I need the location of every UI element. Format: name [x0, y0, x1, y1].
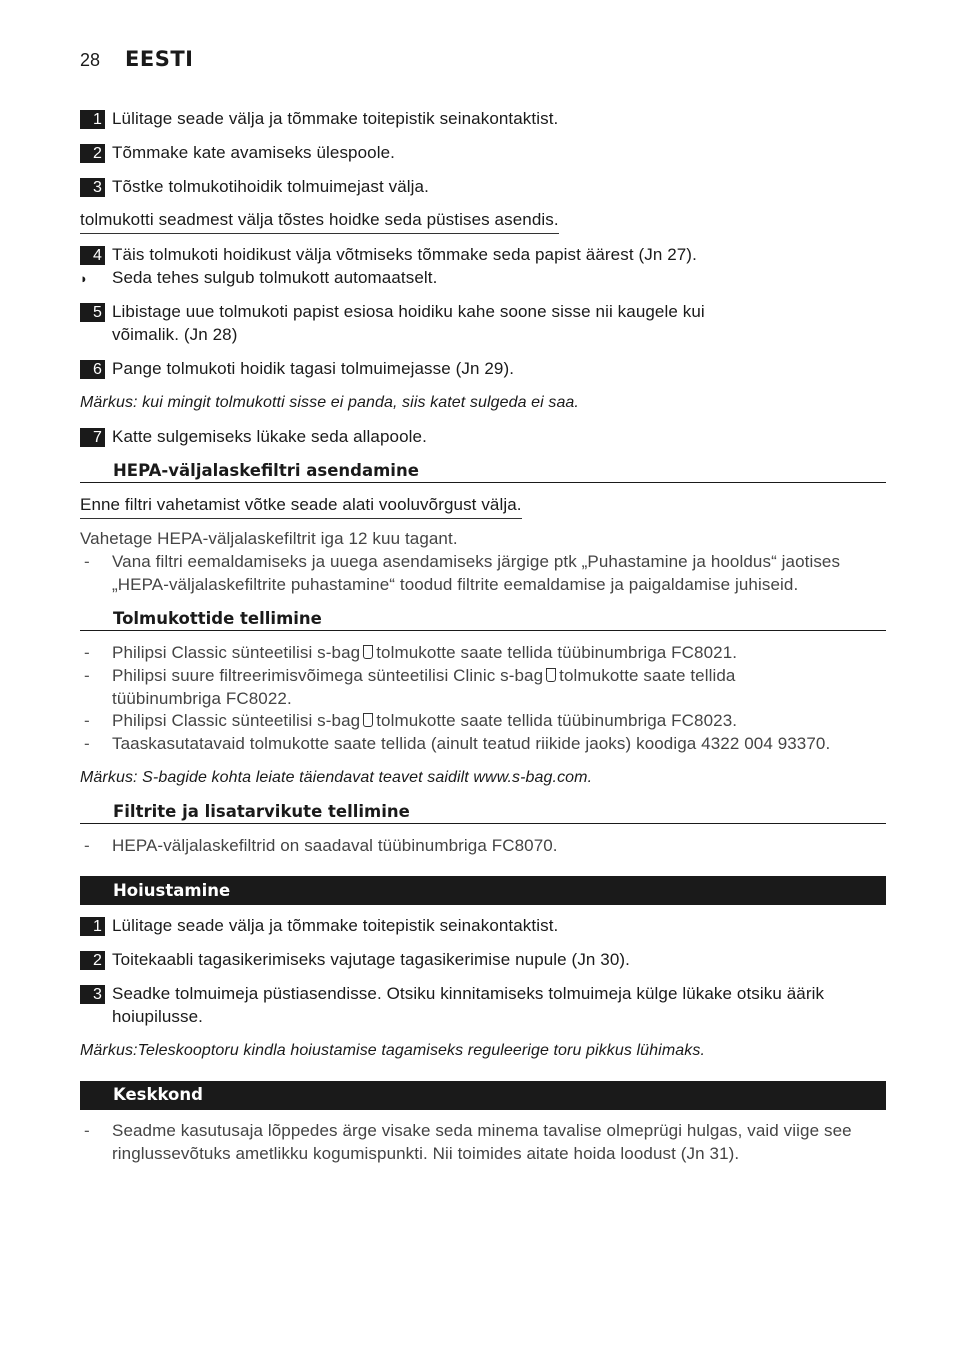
step-text: Toitekaabli tagasikerimiseks vajutage tagasikerimise nupule (Jn 30). [112, 950, 630, 969]
list-item-text: tüübinumbriga FC8022. [112, 689, 292, 708]
dash-bullet: - [84, 552, 90, 571]
bags-item-2 [0, 665, 954, 709]
dash-bullet: - [84, 711, 90, 730]
step-text: Lülitage seade välja ja tõmmake toitepistik seinakontaktist. [112, 109, 559, 128]
list-item-text: Philipsi Classic sünteetilisi s-bag [112, 643, 361, 662]
section-language-title: EESTI [125, 47, 194, 71]
step-text-line1: Seadke tolmuimeja püstiasendisse. Otsiku kinnitamiseks tolmuimeja külge lükake otsiku äärik [112, 984, 825, 1003]
step-number: 6 [80, 360, 105, 379]
list-item-text: Taaskasutatavaid tolmukotte saate tellida (ainult teatud riikide jaoks) koodiga 4322 004 93370. [112, 734, 831, 753]
section-heading-filters [80, 802, 886, 824]
section-heading-bags [80, 609, 886, 631]
bags-item-1 [0, 642, 954, 664]
step-number: 3 [80, 178, 105, 197]
section-heading-hepa [80, 461, 886, 483]
section-heading-environment [80, 1081, 886, 1110]
list-item-text: HEPA-väljalaskefiltrid on saadaval tüübinumbriga FC8070. [112, 836, 558, 855]
step-2-row [0, 142, 954, 164]
dash-bullet: - [84, 1121, 90, 1140]
step-text: Tõmmake kate avamiseks ülespoole. [112, 143, 395, 162]
result-arrow-icon: ◗ [80, 271, 88, 286]
step-7-row [0, 426, 954, 448]
note-text: Märkus: kui mingit tolmukotti sisse ei panda, siis katet sulgeda ei saa. [80, 394, 579, 411]
hepa-warning: Enne filtri vahetamist võtke seade alati vooluvõrgust välja. [80, 494, 522, 519]
list-item-text: Philipsi Classic sünteetilisi s-bag [112, 711, 361, 730]
page-number: 28 [80, 50, 101, 70]
dash-bullet: - [84, 666, 90, 685]
step-4-row [0, 244, 954, 266]
section-heading-storage [80, 876, 886, 905]
step-number: 7 [80, 428, 105, 447]
environment-item [0, 1120, 954, 1164]
step-text-line2: võimalik. (Jn 28) [112, 325, 238, 344]
step-text: Katte sulgemiseks lükake seda allapoole. [112, 427, 427, 446]
result-text: Seda tehes sulgub tolmukott automaatselt. [112, 268, 438, 287]
storage-note: Märkus:Teleskooptoru kindla hoiustamise tagamiseks reguleerige toru pikkus lühimaks. [80, 1042, 705, 1059]
bags-item-4 [0, 733, 954, 755]
step-number: 3 [80, 985, 105, 1004]
step-number: 1 [80, 110, 105, 129]
step-6-row [0, 358, 954, 380]
step-number: 4 [80, 246, 105, 265]
list-item-text: tolmukotte saate tellida tüübinumbriga FC8021. [376, 643, 738, 662]
section-title: Keskkond [113, 1085, 203, 1104]
step-text: Tõstke tolmukotihoidik tolmuimejast välja. [112, 177, 429, 196]
storage-step-1 [0, 915, 954, 937]
dash-bullet: - [84, 836, 90, 855]
list-item-text: Philipsi suure filtreerimisvõimega sünteetilisi Clinic s-bag [112, 666, 544, 685]
dash-bullet: - [84, 643, 90, 662]
dust-bag-icon [363, 645, 373, 659]
hepa-intro: Vahetage HEPA-väljalaskefiltrit iga 12 kuu tagant. [80, 529, 458, 548]
dash-bullet: - [84, 734, 90, 753]
step-text: Pange tolmukoti hoidik tagasi tolmuimejasse (Jn 29). [112, 359, 515, 378]
dust-bag-icon [363, 713, 373, 727]
dust-bag-icon [546, 668, 556, 682]
bags-note: Märkus: S-bagide kohta leiate täiendavat teavet saidilt www.s-bag.com. [80, 769, 593, 786]
step-number: 1 [80, 917, 105, 936]
result-row [0, 267, 954, 289]
list-item-line1: Vana filtri eemaldamiseks ja uuega asendamiseks järgige ptk „Puhastamine ja hooldus“ jaotises [112, 552, 841, 571]
storage-step-2 [0, 949, 954, 971]
step-3-row [0, 176, 954, 198]
section-title: Hoiustamine [113, 881, 231, 900]
list-item-line2: ringlussevõtuks ametlikku kogumispunkti. Nii toimides aitate hoida loodust (Jn 31). [112, 1144, 740, 1163]
list-item-text: tolmukotte saate tellida tüübinumbriga FC8023. [376, 711, 738, 730]
hepa-list-item [0, 551, 954, 595]
list-item-line1: Seadme kasutusaja lõppedes ärge visake seda minema tavalise olmeprügi hulgas, vaid viige see [112, 1121, 852, 1140]
step-1-row [0, 108, 954, 130]
list-item-text: tolmukotte saate tellida [559, 666, 736, 685]
section-title: Tolmukottide tellimine [113, 609, 322, 628]
section-title: Filtrite ja lisatarvikute tellimine [113, 802, 410, 821]
step-5-row [0, 301, 954, 345]
step-number: 2 [80, 951, 105, 970]
warning-text: tolmukotti seadmest välja tõstes hoidke seda püstises asendis. [80, 209, 559, 234]
bags-item-3 [0, 710, 954, 732]
filters-item [0, 835, 954, 857]
section-title: HEPA-väljalaskefiltri asendamine [113, 461, 419, 480]
step-text: Täis tolmukoti hoidikust välja võtmiseks tõmmake seda papist äärest (Jn 27). [112, 245, 697, 264]
step-text: Lülitage seade välja ja tõmmake toitepistik seinakontaktist. [112, 916, 559, 935]
step-number: 2 [80, 144, 105, 163]
step-number: 5 [80, 303, 105, 322]
list-item-line2: „HEPA-väljalaskefiltrite puhastamine“ toodud filtrite eemaldamise ja paigaldamise juhiseid. [112, 575, 799, 594]
step-text-line1: Libistage uue tolmukoti papist esiosa hoidiku kahe soone sisse nii kaugele kui [112, 302, 705, 321]
storage-step-3 [0, 983, 954, 1027]
step-text-line2: hoiupilusse. [112, 1007, 203, 1026]
